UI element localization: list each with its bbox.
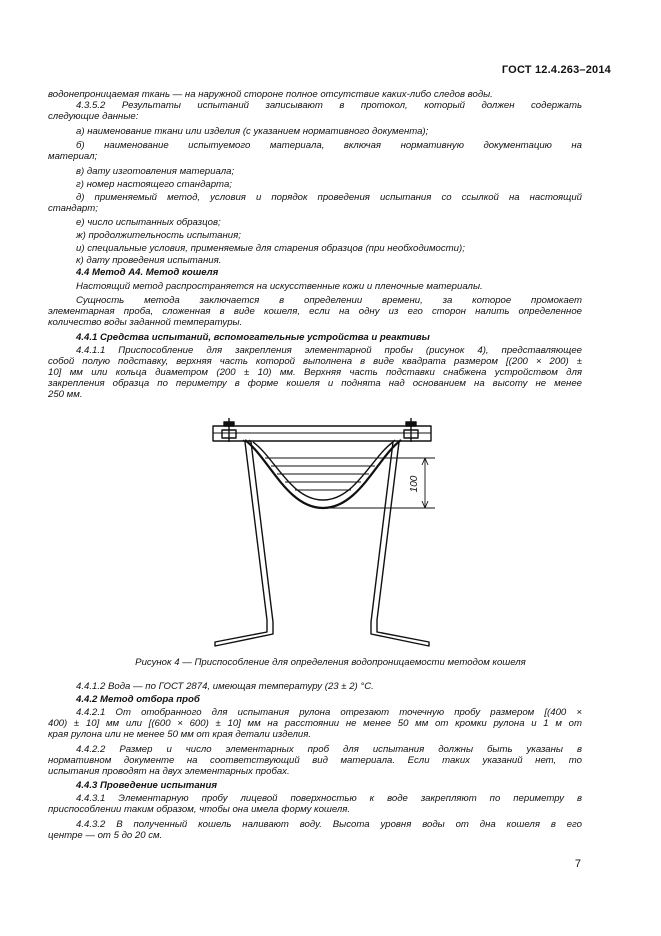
right-bolt — [404, 418, 418, 442]
text-line: испытания проводят на двух элементарных пробах. — [48, 766, 290, 777]
list-item: и) специальные условия, применяемые для старения образцов (при необходимости); — [76, 243, 465, 254]
text-line: 4.4.3.1 Элементарную пробу лицевой поверхностью к воде закрепляют по периметру в — [76, 793, 582, 804]
text-line: нормативном документе на соответствующий вид материала. Если таких указаний нет, то — [48, 755, 582, 766]
text-line: края рулона или не менее 50 мм от края детали изделия. — [48, 729, 312, 740]
text-line: 400) ± 10] мм или [(600 × 600) ± 10] мм на расстоянии не менее 50 мм от кромки рулона и 1 м от — [48, 718, 582, 729]
text-line: стандарт; — [48, 203, 98, 214]
dimension-label: 100 — [409, 475, 420, 493]
text-line: Настоящий метод распространяется на искусственные кожи и пленочные материалы. — [76, 281, 483, 292]
text-line: элементарная проба, сложенная в виде кошеля, если на одну из его сторон налить определенное — [48, 306, 582, 317]
text-line: 4.4.2.1 От отобранного для испытания рулона отрезают точечную пробу размером [(400 × — [76, 707, 582, 718]
list-item: г) номер настоящего стандарта; — [76, 179, 232, 190]
text-line: 4.4.3.2 В полученный кошель наливают воду. Высота уровня воды от дна кошеля в его — [76, 819, 582, 830]
text-line: Сущность метода заключается в определении времени, за которое промокает — [76, 295, 582, 306]
text-line: 4.4.1.2 Вода — по ГОСТ 2874, имеющая температуру (23 ± 2) °С. — [76, 681, 374, 692]
list-item: ж) продолжительность испытания; — [76, 230, 241, 241]
text-line: 4.4.1.1 Приспособление для закрепления элементарной пробы (рисунок 4), представляющее — [76, 345, 582, 356]
list-item: д) применяемый метод, условия и порядок проведения испытания со ссылкой на настоящий — [76, 192, 582, 203]
list-item: е) число испытанных образцов; — [76, 217, 221, 228]
figure-caption: Рисунок 4 — Приспособление для определения водопроницаемости методом кошеля — [135, 657, 526, 668]
text-line: 10] мм или кольца диаметром (200 ± 10) мм. Верхняя часть подставки снабжена устройством для — [48, 367, 582, 378]
section-heading: 4.4.1 Средства испытаний, вспомогательные устройства и реактивы — [76, 332, 430, 343]
left-leg — [215, 440, 273, 646]
text-line: центре — от 5 до 20 см. — [48, 830, 163, 841]
list-item: б) наименование испытуемого материала, включая нормативную документацию на — [76, 140, 582, 151]
section-heading: 4.4 Метод А4. Метод кошеля — [76, 267, 219, 278]
left-bolt — [222, 418, 236, 442]
sample-purse-inner — [253, 442, 393, 500]
text-line: собой полую подставку, верхняя часть которой выполнена в виде квадрата размером [(200 × 200) ± — [48, 356, 582, 367]
text-line: следующие данные: — [48, 111, 139, 122]
text-line: 4.4.2.2 Размер и число элементарных проб для испытания должны быть указаны в — [76, 744, 582, 755]
text-line: материал; — [48, 151, 98, 162]
text-line: приспособлении таким образом, чтобы она имела форму кошеля. — [48, 804, 351, 815]
page-number: 7 — [574, 858, 581, 870]
text-line: водонепроницаемая ткань — на наружной стороне полное отсутствие каких-либо следов воды. — [48, 89, 493, 100]
list-item: в) дату изготовления материала; — [76, 166, 235, 177]
list-item: а) наименование ткани или изделия (с указанием нормативного документа); — [76, 126, 429, 137]
right-leg — [371, 440, 429, 646]
purse-test-fixture-figure — [205, 418, 445, 650]
text-line: 250 мм. — [48, 389, 83, 400]
section-heading: 4.4.2 Метод отбора проб — [76, 694, 200, 705]
list-item: к) дату проведения испытания. — [76, 255, 222, 266]
text-line: закрепления образца по периметру в форме кошеля и поднята над основанием на высоту не менее — [48, 378, 582, 389]
text-line: количество воды заданной температуры. — [48, 317, 243, 328]
document-header: ГОСТ 12.4.263–2014 — [501, 64, 611, 76]
section-heading: 4.4.3 Проведение испытания — [76, 780, 217, 791]
text-line: 4.3.5.2 Результаты испытаний записывают в протокол, который должен содержать — [76, 100, 582, 111]
